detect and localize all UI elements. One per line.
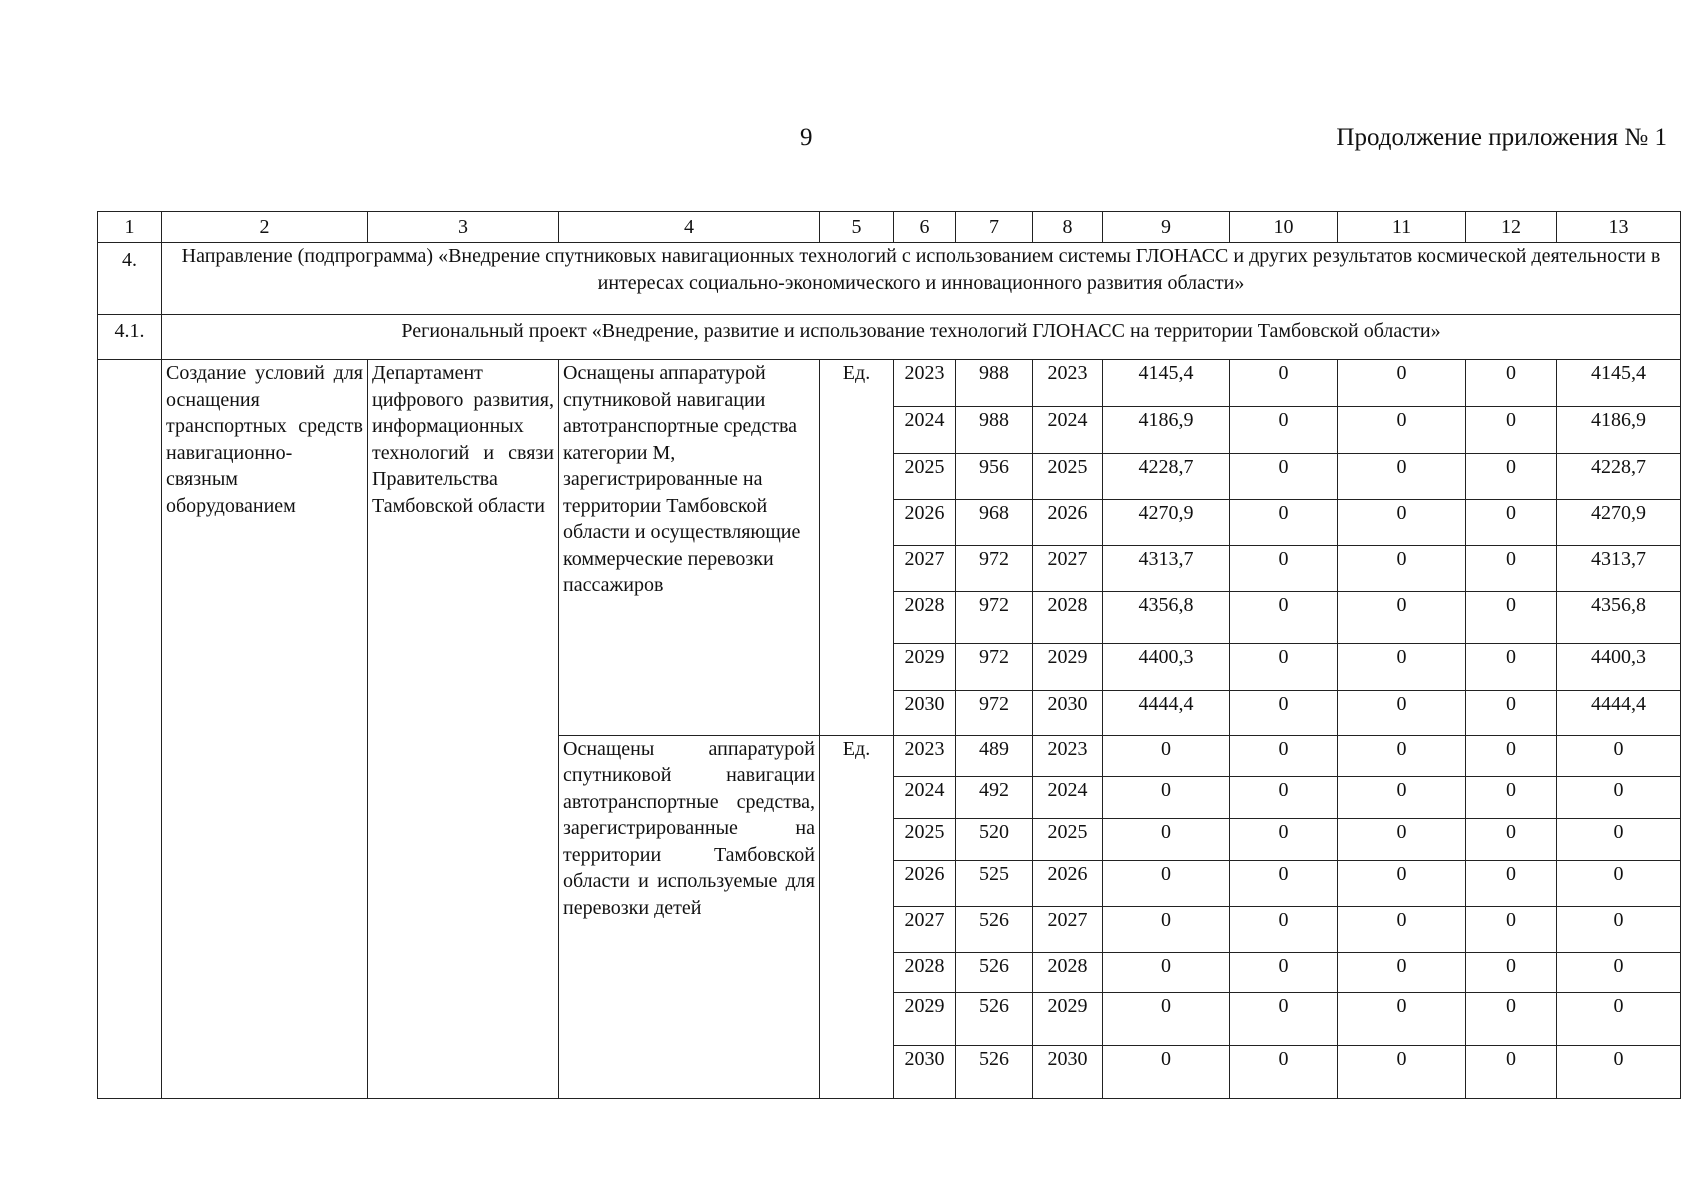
value-cell: 972 xyxy=(956,644,1033,690)
value-cell: 526 xyxy=(956,1045,1033,1098)
value-cell: 2024 xyxy=(1033,776,1103,818)
value-cell: 4356,8 xyxy=(1103,592,1230,644)
value-cell: 0 xyxy=(1338,953,1466,993)
indicator-description: Оснащены аппаратурой спутниковой навигации автотранспортные средства, зарегистрированные на территории Тамбовской области и используемые для перевозки детей xyxy=(559,735,820,1098)
value-cell: 0 xyxy=(1466,453,1557,499)
value-cell: 2025 xyxy=(1033,453,1103,499)
value-cell: 4400,3 xyxy=(1557,644,1681,690)
value-cell: 2029 xyxy=(894,644,956,690)
value-cell: 489 xyxy=(956,735,1033,776)
value-cell: 0 xyxy=(1466,360,1557,406)
value-cell: 0 xyxy=(1338,690,1466,735)
value-cell: 0 xyxy=(1338,499,1466,545)
value-cell: 4228,7 xyxy=(1557,453,1681,499)
value-cell: 0 xyxy=(1466,776,1557,818)
value-cell: 0 xyxy=(1338,592,1466,644)
column-number: 2 xyxy=(162,212,368,243)
value-cell: 0 xyxy=(1230,818,1338,860)
responsible-department: Департамент цифрового развития, информационных технологий и связи Правительства Тамбовской области xyxy=(368,360,559,1099)
value-cell: 0 xyxy=(1557,861,1681,907)
value-cell: 0 xyxy=(1230,592,1338,644)
page-number: 9 xyxy=(800,124,813,151)
column-number: 9 xyxy=(1103,212,1230,243)
value-cell: 2028 xyxy=(1033,953,1103,993)
column-number: 1 xyxy=(98,212,162,243)
value-cell: 0 xyxy=(1230,907,1338,953)
value-cell: 525 xyxy=(956,861,1033,907)
value-cell: 0 xyxy=(1103,735,1230,776)
value-cell: 0 xyxy=(1466,592,1557,644)
value-cell: 2025 xyxy=(1033,818,1103,860)
value-cell: 0 xyxy=(1103,818,1230,860)
subsection-row xyxy=(98,315,1681,360)
value-cell: 0 xyxy=(1230,499,1338,545)
value-cell: 0 xyxy=(1338,360,1466,406)
value-cell: 0 xyxy=(1338,546,1466,592)
value-cell: 4356,8 xyxy=(1557,592,1681,644)
value-cell: 972 xyxy=(956,690,1033,735)
indicator-unit: Ед. xyxy=(820,735,894,1098)
program-table xyxy=(97,211,1681,1099)
value-cell: 0 xyxy=(1230,776,1338,818)
column-number: 4 xyxy=(559,212,820,243)
value-cell: 2029 xyxy=(1033,644,1103,690)
value-cell: 2024 xyxy=(894,776,956,818)
column-number: 3 xyxy=(368,212,559,243)
value-cell: 4313,7 xyxy=(1103,546,1230,592)
value-cell: 0 xyxy=(1557,776,1681,818)
value-cell: 520 xyxy=(956,818,1033,860)
value-cell: 0 xyxy=(1338,907,1466,953)
value-cell: 4400,3 xyxy=(1103,644,1230,690)
value-cell: 2029 xyxy=(894,993,956,1045)
value-cell: 0 xyxy=(1230,644,1338,690)
value-cell: 0 xyxy=(1557,907,1681,953)
value-cell: 2030 xyxy=(894,1045,956,1098)
value-cell: 526 xyxy=(956,953,1033,993)
value-cell: 972 xyxy=(956,546,1033,592)
value-cell: 526 xyxy=(956,907,1033,953)
value-cell: 0 xyxy=(1466,499,1557,545)
value-cell: 0 xyxy=(1230,861,1338,907)
value-cell: 4145,4 xyxy=(1557,360,1681,406)
indicator-description: Оснащены аппаратурой спутниковой навигации автотранспортные средства категории М, зарегистрированные на территории Тамбовской области и осуществляющие коммерческие перевозки пассажиров xyxy=(559,360,820,735)
value-cell: 0 xyxy=(1230,1045,1338,1098)
value-cell: 0 xyxy=(1338,644,1466,690)
value-cell: 0 xyxy=(1557,818,1681,860)
value-cell: 4270,9 xyxy=(1557,499,1681,545)
value-cell: 2023 xyxy=(894,360,956,406)
value-cell: 0 xyxy=(1466,1045,1557,1098)
column-number: 12 xyxy=(1466,212,1557,243)
value-cell: 0 xyxy=(1338,993,1466,1045)
value-cell: 0 xyxy=(1103,861,1230,907)
value-cell: 0 xyxy=(1338,406,1466,453)
value-cell: 2027 xyxy=(894,907,956,953)
value-cell: 2023 xyxy=(1033,735,1103,776)
value-cell: 968 xyxy=(956,499,1033,545)
value-cell: 0 xyxy=(1466,907,1557,953)
value-cell: 2028 xyxy=(894,592,956,644)
value-cell: 0 xyxy=(1466,993,1557,1045)
value-cell: 0 xyxy=(1466,818,1557,860)
value-cell: 492 xyxy=(956,776,1033,818)
column-number: 7 xyxy=(956,212,1033,243)
value-cell: 4444,4 xyxy=(1557,690,1681,735)
column-number: 13 xyxy=(1557,212,1681,243)
value-cell: 4228,7 xyxy=(1103,453,1230,499)
value-cell: 4444,4 xyxy=(1103,690,1230,735)
value-cell: 0 xyxy=(1230,690,1338,735)
value-cell: 2026 xyxy=(894,861,956,907)
value-cell: 0 xyxy=(1103,907,1230,953)
value-cell: 0 xyxy=(1230,546,1338,592)
value-cell: 4313,7 xyxy=(1557,546,1681,592)
value-cell: 0 xyxy=(1557,1045,1681,1098)
column-number: 10 xyxy=(1230,212,1338,243)
value-cell: 0 xyxy=(1103,953,1230,993)
value-cell: 2030 xyxy=(1033,690,1103,735)
appendix-continuation-note: Продолжение приложения № 1 xyxy=(1336,124,1667,151)
indicator-row xyxy=(98,360,1681,406)
value-cell: 4186,9 xyxy=(1557,406,1681,453)
value-cell: 0 xyxy=(1103,776,1230,818)
value-cell: 0 xyxy=(1338,453,1466,499)
indicator-unit: Ед. xyxy=(820,360,894,735)
value-cell: 2028 xyxy=(894,953,956,993)
section-title: Направление (подпрограмма) «Внедрение спутниковых навигационных технологий с использованием системы ГЛОНАСС и других результатов космической деятельности в интересах социально-экономического и инновационного развития области» xyxy=(162,243,1681,315)
value-cell: 2025 xyxy=(894,453,956,499)
column-number: 11 xyxy=(1338,212,1466,243)
value-cell: 2025 xyxy=(894,818,956,860)
value-cell: 988 xyxy=(956,360,1033,406)
value-cell: 526 xyxy=(956,993,1033,1045)
value-cell: 2026 xyxy=(1033,861,1103,907)
value-cell: 2024 xyxy=(894,406,956,453)
value-cell: 0 xyxy=(1338,861,1466,907)
value-cell: 2028 xyxy=(1033,592,1103,644)
section-row xyxy=(98,243,1681,315)
value-cell: 4145,4 xyxy=(1103,360,1230,406)
value-cell: 0 xyxy=(1557,993,1681,1045)
value-cell: 0 xyxy=(1230,360,1338,406)
column-number: 6 xyxy=(894,212,956,243)
value-cell: 0 xyxy=(1338,735,1466,776)
value-cell: 2029 xyxy=(1033,993,1103,1045)
task-description: Создание условий для оснащения транспортных средств навигационно-связным оборудованием xyxy=(162,360,368,1099)
event-number-cell xyxy=(98,360,162,1099)
column-number-row xyxy=(98,212,1681,243)
subsection-title: Региональный проект «Внедрение, развитие и использование технологий ГЛОНАСС на территории Тамбовской области» xyxy=(162,315,1681,360)
value-cell: 4186,9 xyxy=(1103,406,1230,453)
value-cell: 0 xyxy=(1466,690,1557,735)
value-cell: 0 xyxy=(1338,1045,1466,1098)
value-cell: 0 xyxy=(1466,735,1557,776)
value-cell: 0 xyxy=(1466,546,1557,592)
value-cell: 2027 xyxy=(894,546,956,592)
value-cell: 0 xyxy=(1103,993,1230,1045)
value-cell: 0 xyxy=(1466,644,1557,690)
value-cell: 0 xyxy=(1338,818,1466,860)
value-cell: 0 xyxy=(1338,776,1466,818)
value-cell: 0 xyxy=(1466,953,1557,993)
value-cell: 2026 xyxy=(894,499,956,545)
value-cell: 0 xyxy=(1466,861,1557,907)
column-number: 8 xyxy=(1033,212,1103,243)
value-cell: 956 xyxy=(956,453,1033,499)
value-cell: 4270,9 xyxy=(1103,499,1230,545)
subsection-number: 4.1. xyxy=(98,315,162,360)
value-cell: 2026 xyxy=(1033,499,1103,545)
value-cell: 2027 xyxy=(1033,546,1103,592)
value-cell: 0 xyxy=(1230,735,1338,776)
value-cell: 0 xyxy=(1230,406,1338,453)
value-cell: 0 xyxy=(1230,993,1338,1045)
value-cell: 972 xyxy=(956,592,1033,644)
value-cell: 988 xyxy=(956,406,1033,453)
value-cell: 0 xyxy=(1230,953,1338,993)
section-number: 4. xyxy=(98,243,162,315)
value-cell: 2030 xyxy=(1033,1045,1103,1098)
value-cell: 2027 xyxy=(1033,907,1103,953)
value-cell: 2023 xyxy=(894,735,956,776)
column-number: 5 xyxy=(820,212,894,243)
value-cell: 0 xyxy=(1230,453,1338,499)
value-cell: 2024 xyxy=(1033,406,1103,453)
value-cell: 0 xyxy=(1557,953,1681,993)
value-cell: 0 xyxy=(1466,406,1557,453)
value-cell: 0 xyxy=(1557,735,1681,776)
value-cell: 2030 xyxy=(894,690,956,735)
value-cell: 2023 xyxy=(1033,360,1103,406)
value-cell: 0 xyxy=(1103,1045,1230,1098)
